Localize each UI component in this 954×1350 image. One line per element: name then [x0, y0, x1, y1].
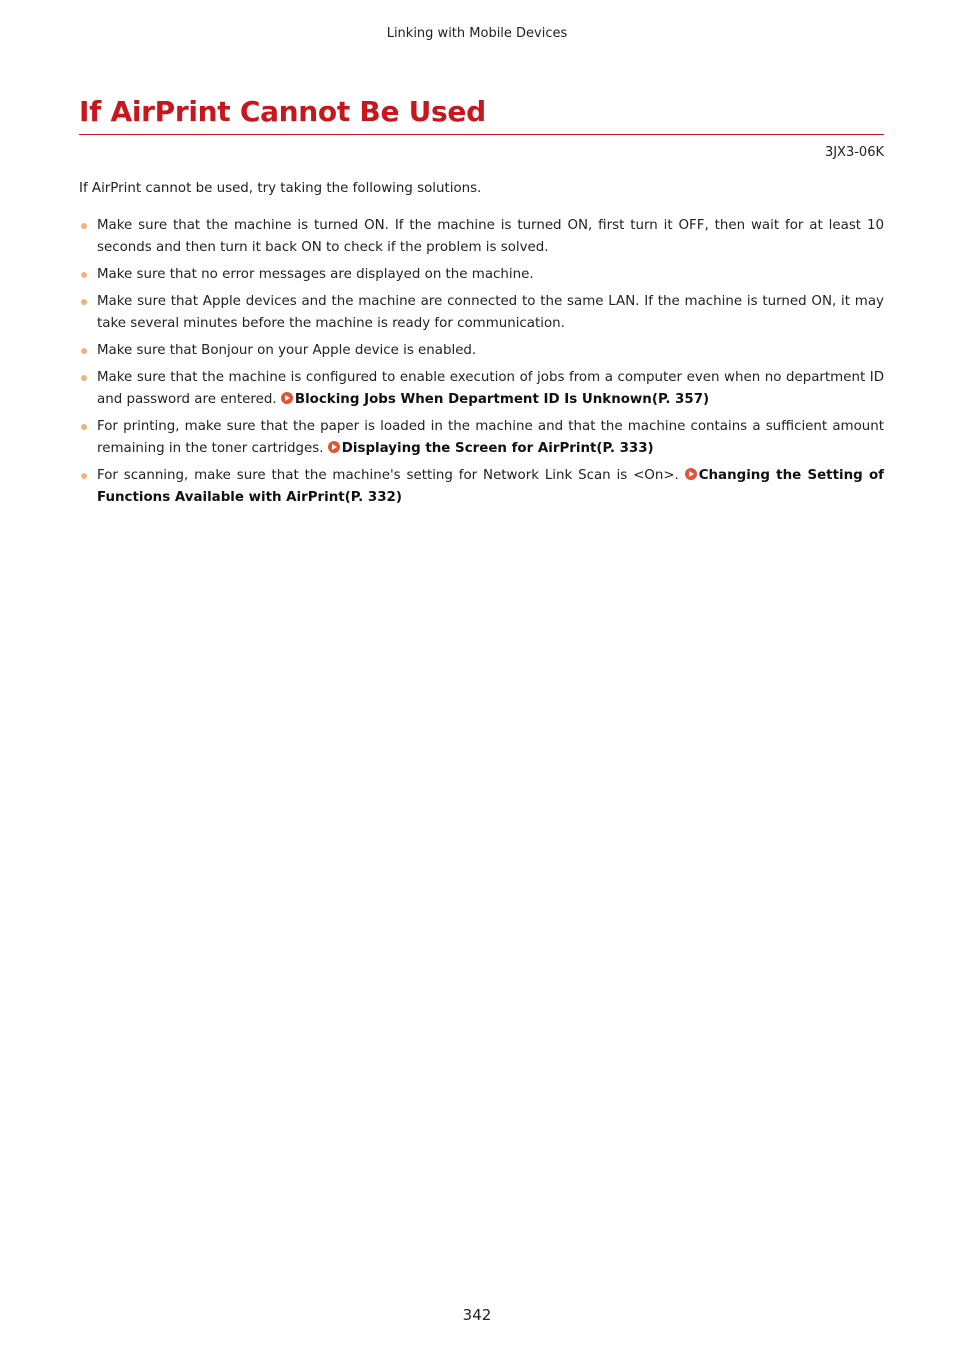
bullet-dot-icon [81, 272, 87, 278]
running-header: Linking with Mobile Devices [386, 26, 568, 41]
list-item [79, 465, 884, 509]
arrow-circle-icon [328, 441, 340, 453]
list-item-text: Make sure that Apple devices and the machine are connected to the same LAN. If the machine is turned ON, it may take several minutes before the machine is ready for communication. [97, 294, 884, 331]
link-text: Changing the Setting of Functions Available with AirPrint(P. 332) [97, 468, 884, 505]
link-text: Blocking Jobs When Department ID Is Unknown(P. 357) [294, 392, 710, 407]
list-item [79, 264, 884, 286]
link-displaying-screen-airprint[interactable] [328, 441, 654, 456]
link-text: Displaying the Screen for AirPrint(P. 333) [341, 441, 654, 456]
bullet-dot-icon [81, 473, 87, 479]
list-item-text: Make sure that the machine is configured to enable execution of jobs from a computer even when no department ID and password are entered. [97, 370, 884, 407]
solutions-list [79, 215, 884, 514]
bullet-dot-icon [81, 223, 87, 229]
bullet-dot-icon [81, 348, 87, 354]
arrow-circle-icon [281, 392, 293, 404]
bullet-dot-icon [81, 424, 87, 430]
list-item-text: For printing, make sure that the paper is loaded in the machine and that the machine contains a sufficient amount remaining in the toner cartridges. [97, 419, 884, 456]
list-item-text: Make sure that Bonjour on your Apple device is enabled. [97, 343, 477, 358]
list-item [79, 367, 884, 411]
bullet-dot-icon [81, 299, 87, 305]
list-item [79, 291, 884, 335]
page-title: If AirPrint Cannot Be Used [79, 95, 486, 128]
title-divider [79, 134, 884, 135]
intro-paragraph: If AirPrint cannot be used, try taking the following solutions. [79, 181, 482, 196]
list-item [79, 215, 884, 259]
arrow-circle-icon [685, 468, 697, 480]
list-item-text: Make sure that no error messages are displayed on the machine. [97, 267, 534, 282]
bullet-dot-icon [81, 375, 87, 381]
list-item-text: Make sure that the machine is turned ON. If the machine is turned ON, first turn it OFF, then wait for at least 10 seconds and then turn it back ON to check if the problem is solved. [97, 218, 884, 255]
list-item [79, 340, 884, 362]
link-blocking-jobs-department-id[interactable] [281, 392, 709, 407]
list-item-text: For scanning, make sure that the machine's setting for Network Link Scan is <On>. [97, 468, 679, 483]
page-number: 342 [462, 1306, 492, 1324]
list-item [79, 416, 884, 460]
document-id: 3JX3-06K [824, 145, 884, 160]
